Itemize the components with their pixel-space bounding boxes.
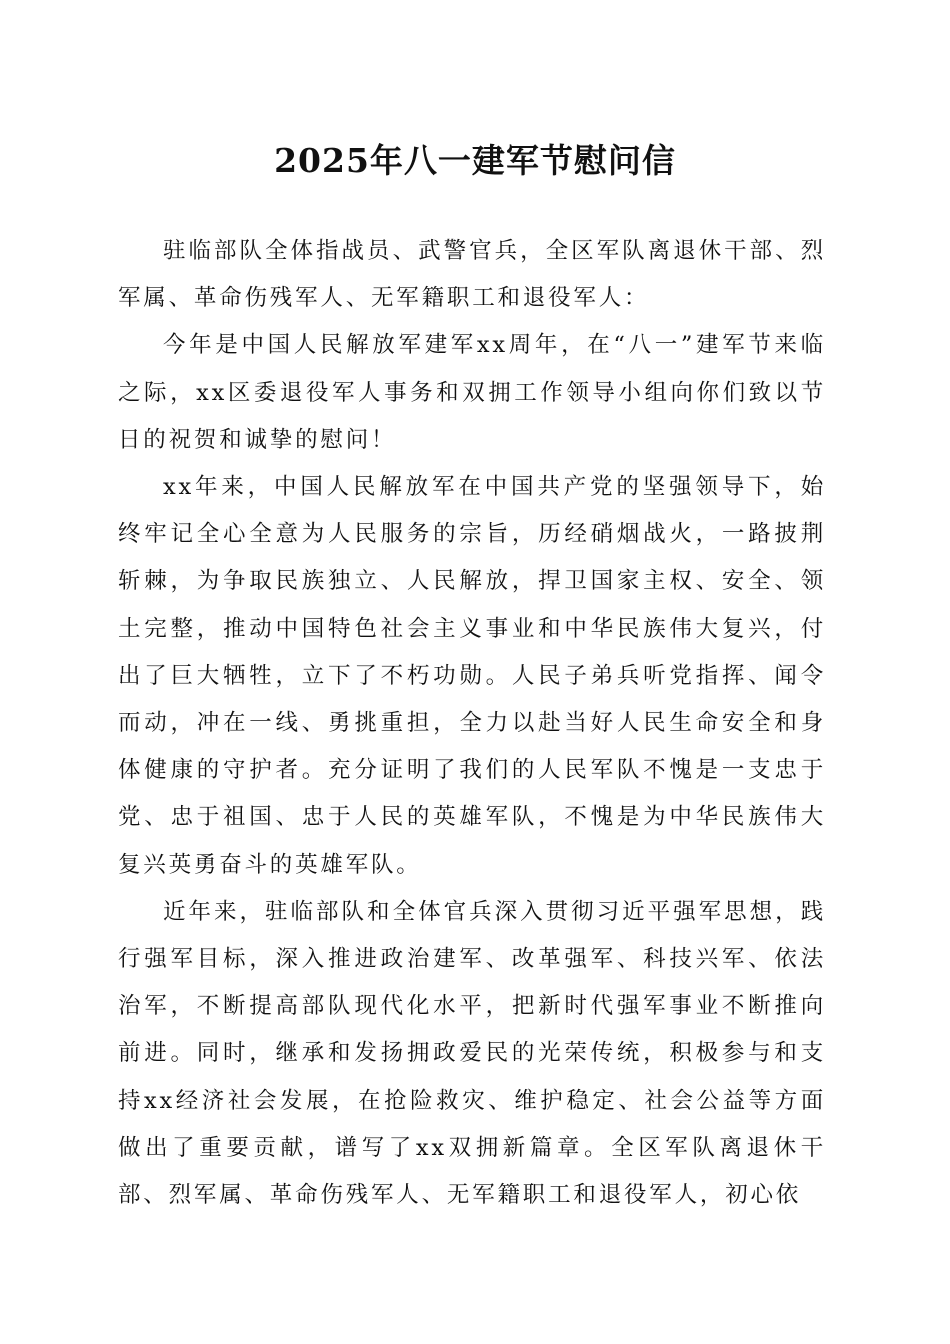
achievements-paragraph: 近年来，驻临部队和全体官兵深入贯彻习近平强军思想，践行强军目标，深入推进政治建军、改革强军、科技兴军、依法治军，不断提高部队现代化水平，把新时代强军事业不断推向前进。同时，继承和发扬拥政爱民的光荣传统，积极参与和支持xx经济社会发展，在抢险救灾、维护稳定、社会公益等方面做出了重要贡献，谱写了xx双拥新篇章。全区军队离退休干部、烈军属、革命伤残军人、无军籍职工和退役军人，初心依 [118,898,826,1209]
greeting-paragraph: 今年是中国人民解放军建军xx周年，在“八一”建军节来临之际，xx区委退役军人事务和双拥工作领导小组向你们致以节日的祝贺和诚挚的慰问！ [118,332,826,453]
history-paragraph: xx年来，中国人民解放军在中国共产党的坚强领导下，始终牢记全心全意为人民服务的宗旨，历经硝烟战火，一路披荆斩棘，为争取民族独立、人民解放，捍卫国家主权、安全、领土完整，推动中国特色社会主义事业和中华民族伟大复兴，付出了巨大牺牲，立下了不朽功勋。人民子弟兵听党指挥、闻令而动，冲在一线、勇挑重担，全力以赴当好人民生命安全和身体健康的守护者。充分证明了我们的人民军队不愧是一支忠于党、忠于祖国、忠于人民的英雄军队，不愧是为中华民族伟大复兴英勇奋斗的英雄军队。 [118,474,826,878]
salutation-paragraph: 驻临部队全体指战员、武警官兵，全区军队离退休干部、烈军属、革命伤残军人、无军籍职工和退役军人： [118,238,826,312]
letter-body [118,228,826,1219]
document-title: 2025年八一建军节慰问信 [274,141,676,180]
